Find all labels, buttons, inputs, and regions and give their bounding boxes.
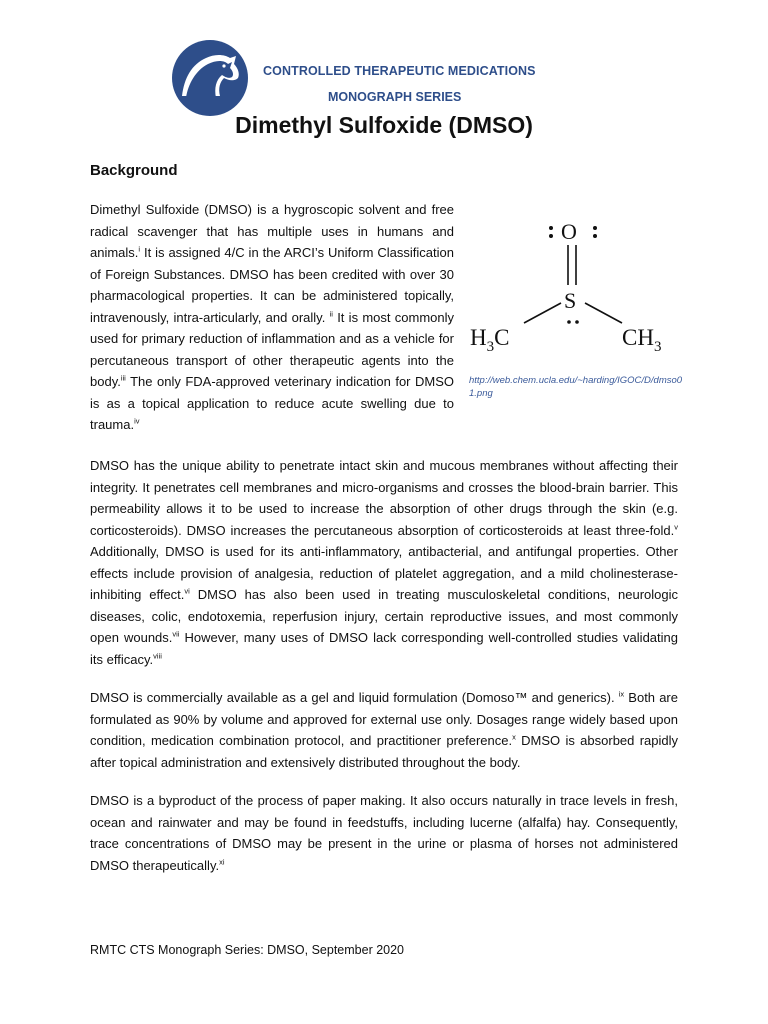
section-heading: Background: [90, 162, 178, 179]
footnote-ref[interactable]: i: [138, 244, 141, 254]
footnote-ref[interactable]: vi: [184, 586, 190, 596]
footnote-ref[interactable]: viii: [153, 651, 162, 661]
footnote-ref[interactable]: vii: [172, 629, 180, 639]
paragraph-1: Dimethyl Sulfoxide (DMSO) is a hygroscopic solvent and free radical scavenger that has multiple uses in humans and animals.$^i$ It is assigned 4/C in the ARCI’s Uniform Classification of Foreign Substances. DMSO has been credited with over 30 pharmacological properties. It can be administered topically, intravenously, intra-articularly, and orally. $^{ii}$ It is most commonly used for primary reduction of inflammation and as a vehicle for percutaneous transport of other therapeutic agents into the body.$^{iii}$ The only FDA-approved veterinary indication for DMSO is as a topical application to reduce acute swelling due to trauma.$^{iv}$: [90, 202, 455, 432]
figure-source-link[interactable]: http://web.chem.ucla.edu/~harding/IGOC/D/dmso01.png: [469, 375, 683, 399]
footnote-ref[interactable]: iii: [120, 373, 126, 383]
oxygen-atom: O: [561, 219, 577, 244]
paragraph-4: DMSO is a byproduct of the process of paper making. It also occurs naturally in trace levels in fresh, ocean and rainwater and may be found in feedstuffs, including lucerne (alfalfa) hay. Consequently, trace concentrations of DMSO may be present in the urine or plasma of horses not administered DMSO therapeutically.$^{xi}$: [90, 793, 678, 873]
footnote-ref[interactable]: x: [512, 732, 516, 742]
right-methyl-group: $CH_3$: [622, 325, 662, 355]
series-title-line2: MONOGRAPH SERIES: [328, 90, 462, 104]
page-footer: RMTC CTS Monograph Series: DMSO, September 2020: [90, 943, 405, 957]
footnote-ref[interactable]: iv: [134, 416, 140, 426]
series-title-line1: CONTROLLED THERAPEUTIC MEDICATIONS: [263, 64, 536, 78]
footnote-ref[interactable]: xi: [219, 857, 225, 867]
left-methyl-group: $H_3C$: [470, 325, 510, 355]
horse-head-circle-icon: [170, 38, 250, 118]
page-title: Dimethyl Sulfoxide (DMSO): [235, 112, 533, 138]
footnote-ref[interactable]: ii: [329, 309, 333, 319]
dmso-structure-diagram: [462, 205, 682, 365]
paragraph-3: DMSO is commercially available as a gel and liquid formulation (Domoso™ and generics). $^{ix}$ Both are formulated as 90% by volume and approved for external use only. Dosages range widely based upon condition, medication combination protocol, and practitioner preference.$^x$ DMSO is absorbed rapidly after topical administration and extensively distributed throughout the body.: [90, 689, 678, 770]
sulfur-atom: S: [564, 288, 577, 313]
paragraph-2: DMSO has the unique ability to penetrate intact skin and mucous membranes without affecting their integrity. It penetrates cell membranes and micro-organisms and crosses the blood-brain barrier. This permeability allows it to be used to increase the absorption of other drugs through the skin (e.g. corticosteroids). DMSO increases the percutaneous absorption of corticosteroids at least three-fold.$^v$ Additionally, DMSO is used for its anti-inflammatory, antibacterial, and antifungal properties. Other effects include provision of analgesia, reduction of platelet aggregation, and a mild cholinesterase-inhibiting effect.$^{vi}$ DMSO has also been used in treating musculoskeletal conditions, neurologic diseases, colic, endotoxemia, reperfusion injury, certain reproductive issues, and most commonly open wounds.$^{vii}$ However, many uses of DMSO lack corresponding well-controlled studies validating its efficacy.$^{viii}$: [90, 458, 678, 667]
footnote-ref[interactable]: ix: [618, 689, 625, 699]
footnote-ref[interactable]: v: [674, 522, 678, 532]
